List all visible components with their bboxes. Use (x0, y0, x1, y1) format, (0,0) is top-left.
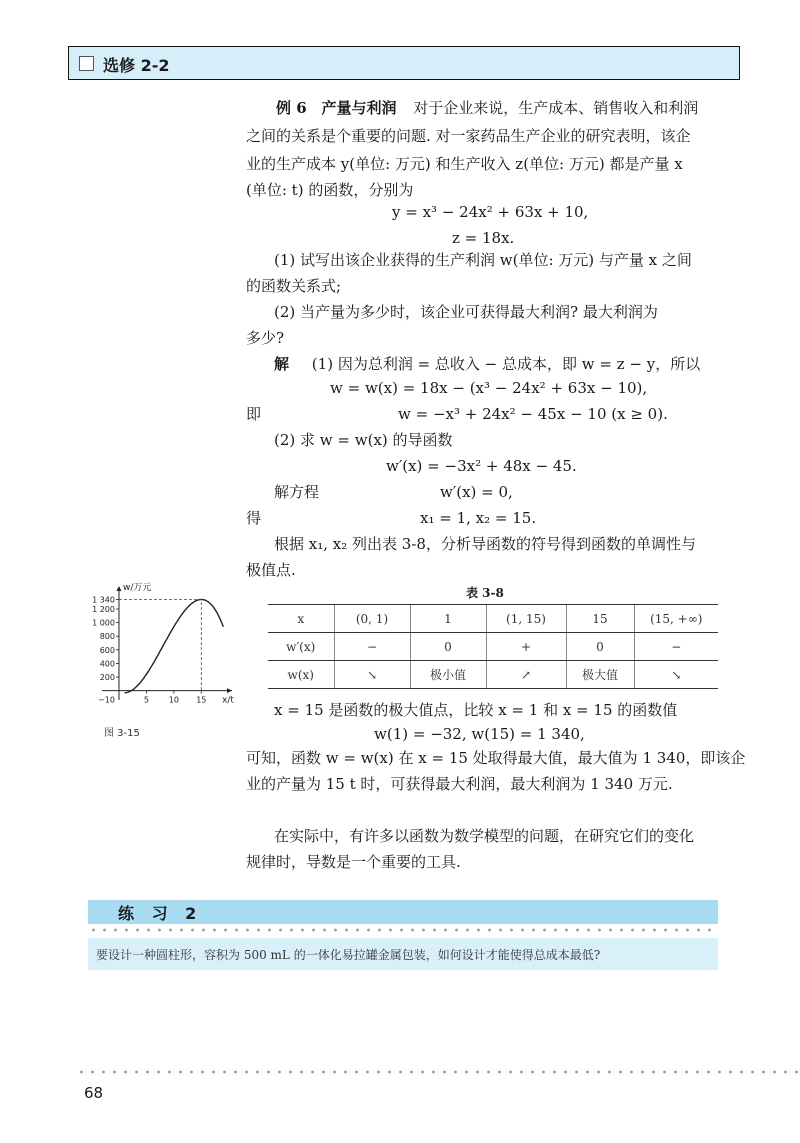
graph-axes (99, 586, 232, 700)
table-row (268, 605, 718, 633)
solution-eq-1: w = w(x) = 18x − (x³ − 24x² + 63x − 10), (330, 379, 648, 397)
example-line-3: (单位: t) 的函数，分别为 (246, 181, 414, 199)
after-table-line: x = 15 是函数的极大值点，比较 x = 1 和 x = 15 的函数值 (274, 701, 678, 719)
footer-dotted-line (76, 1070, 800, 1074)
exercise-header-bar (88, 900, 718, 924)
solution-ji-label: 即 (246, 405, 262, 423)
solution-eq-2: w = −x³ + 24x² − 45x − 10 (x ≥ 0). (398, 405, 668, 423)
table-cell: 极大值 (566, 661, 634, 689)
x-tick-label: −10 (98, 695, 115, 705)
graph-ticks (92, 595, 206, 704)
example-first-line (276, 98, 698, 118)
example-line-1: 之间的关系是个重要的问题. 对一家药品生产企业的研究表明，该企 (246, 127, 691, 145)
max-guide-lines (119, 599, 201, 690)
solution-label: 解 (274, 355, 290, 373)
table-cell: 1 (410, 605, 486, 633)
solution-de-label: 得 (246, 509, 262, 527)
x-tick-label: 15 (196, 695, 207, 705)
table-row (268, 633, 718, 661)
example-topic: 产量与利润 (321, 99, 397, 117)
question-1-line-a: (1) 试写出该企业获得的生产利润 w(单位: 万元) 与产量 x 之间 (274, 251, 692, 269)
table-cell: w(x) (268, 661, 334, 689)
solution-table-intro-b: 极值点. (246, 561, 296, 579)
dotted-divider (88, 928, 718, 932)
profit-curve (125, 600, 224, 693)
question-2-line-a: (2) 当产量为多少时，该企业可获得最大利润? 最大利润为 (274, 303, 658, 321)
figure-caption: 图 3-15 (104, 728, 140, 739)
solution-eq-3: w′(x) = −3x² + 48x − 45. (386, 457, 577, 475)
monotonicity-table (268, 604, 718, 689)
solution-solve-label: 解方程 (274, 483, 320, 501)
profit-graph (66, 582, 236, 712)
solution-step-1-text: (1) 因为总利润 = 总收入 − 总成本，即 w = z − y，所以 (311, 355, 701, 373)
table-cell: (1, 15) (486, 605, 566, 633)
table-cell: 0 (566, 633, 634, 661)
table-cell: (0, 1) (334, 605, 410, 633)
y-tick-label: 1 340 (92, 595, 115, 605)
solution-roots: x₁ = 1, x₂ = 15. (420, 509, 537, 527)
page-number: 68 (84, 1084, 104, 1102)
exercise-text: 要设计一种圆柱形，容积为 500 mL 的一体化易拉罐金属包装，如何设计才能使得总成本最低? (96, 948, 601, 962)
equation-revenue: z = 18x. (452, 229, 515, 247)
function-values: w(1) = −32, w(15) = 1 340, (374, 725, 585, 743)
solution-table-intro-a: 根据 x₁, x₂ 列出表 3-8，分析导函数的符号得到函数的单调性与 (274, 535, 696, 553)
x-tick-label: 5 (143, 695, 149, 705)
header-title: 选修 2-2 (103, 56, 170, 75)
table-caption: 表 3-8 (466, 586, 504, 600)
y-tick-label: 400 (99, 659, 115, 669)
solution-step-1 (274, 354, 700, 374)
table-cell: + (486, 633, 566, 661)
closing-line-1: 在实际中，有许多以函数为数学模型的问题，在研究它们的变化 (274, 827, 695, 845)
question-2-line-b: 多少? (246, 329, 285, 347)
y-tick-label: 800 (99, 632, 115, 642)
solution-eq-4: w′(x) = 0, (440, 483, 513, 501)
table-cell: − (634, 633, 718, 661)
conclusion-line-1: 可知，函数 w = w(x) 在 x = 15 处取得最大值，最大值为 1 340，即该企 (246, 749, 746, 767)
table-cell: 极小值 (410, 661, 486, 689)
table-cell: 15 (566, 605, 634, 633)
example-label: 例 6 (276, 99, 307, 117)
example-line-2: 业的生产成本 y(单位: 万元) 和生产收入 z(单位: 万元) 都是产量 x (246, 155, 683, 173)
y-tick-label: 600 (99, 645, 115, 655)
question-1-line-b: 的函数关系式; (246, 277, 342, 295)
y-tick-label: 1 200 (92, 605, 115, 614)
table-cell: w′(x) (268, 633, 334, 661)
table-cell: − (334, 633, 410, 661)
table-cell: ↘ (334, 661, 410, 689)
x-tick-label: 10 (168, 695, 179, 705)
table-cell: ↘ (634, 661, 718, 689)
table-cell: x (268, 605, 334, 633)
example-line-0: 对于企业来说，生产成本、销售收入和利润 (413, 99, 699, 117)
y-tick-label: 1 000 (92, 618, 115, 628)
y-axis-label: w/万元 (122, 583, 152, 593)
exercise-box (88, 938, 718, 970)
table-cell: ↗ (486, 661, 566, 689)
table-cell: 0 (410, 633, 486, 661)
equation-cost: y = x³ − 24x² + 63x + 10, (392, 203, 589, 221)
closing-line-2: 规律时，导数是一个重要的工具. (246, 853, 461, 871)
solution-step-2: (2) 求 w = w(x) 的导函数 (274, 431, 453, 449)
x-axis-arrow-icon (227, 688, 232, 693)
conclusion-line-2: 业的产量为 15 t 时，可获得最大利润，最大利润为 1 340 万元. (246, 775, 673, 793)
table-cell: (15, +∞) (634, 605, 718, 633)
page-header (68, 46, 740, 80)
y-axis-arrow-icon (116, 586, 121, 591)
table-row (268, 661, 718, 689)
header-square-icon (79, 56, 94, 71)
x-axis-label: x/t (222, 695, 234, 706)
exercise-title: 练 习 2 (118, 904, 203, 923)
y-tick-label: 200 (99, 673, 115, 682)
